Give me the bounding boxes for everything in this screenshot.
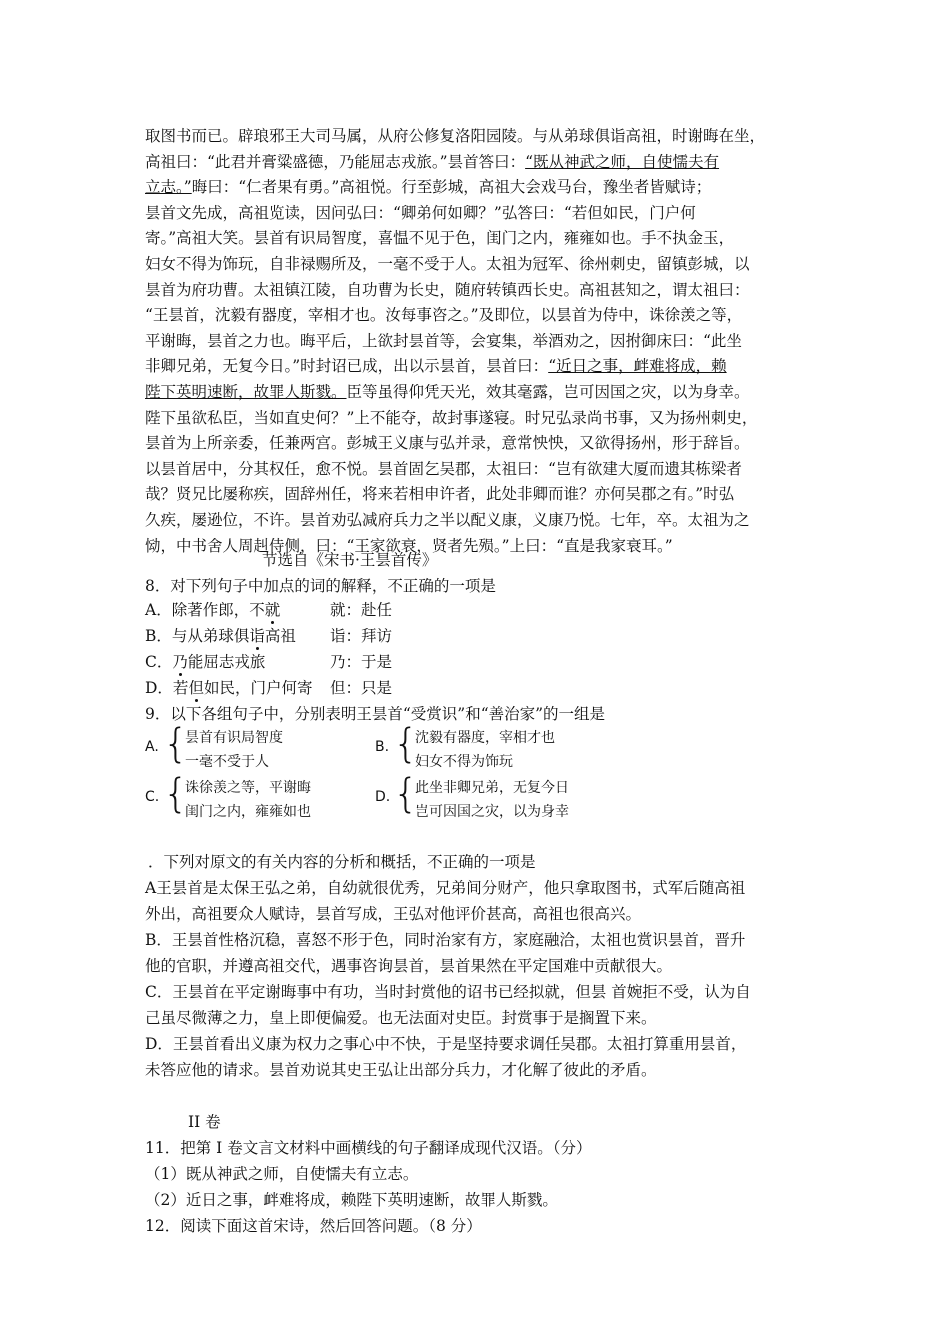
q9-option-a (145, 721, 365, 771)
question-11-stem: 11．把第 I 卷文言文材料中画横线的句子翻译成现代汉语。（分） (145, 1139, 592, 1157)
passage-line (145, 508, 813, 534)
q8-option-a: A．除著作郎，不就 (145, 601, 281, 619)
passage-line (145, 354, 813, 380)
passage-text: 臣等虽得仰凭天光，效其毫露，岂可因国之灾，以为身幸。 (346, 382, 750, 401)
passage-line (145, 252, 813, 278)
passage-text: 陛下虽欲私臣，当如直史何？”上不能夺，故封事遂寝。时兄弘录尚书事，又为扬州刺史， (145, 408, 758, 427)
passage-text: 哉？贤兄比屡称疾，固辞州任，将来若相申许者，此处非卿而谁？亦何吴郡之有。”时弘 (145, 485, 735, 504)
question-11-item-2: （2）近日之事，衅难将成，赖陛下英明速断，故罪人斯戮。 (145, 1191, 558, 1209)
passage-line (145, 431, 813, 457)
q10-option-d-line-1: D．王昙首看出义康为权力之事心中不快，于是坚持要求调任吴郡。太祖打算重用昙首， (145, 1035, 747, 1053)
part-2-title: II 卷 (188, 1113, 221, 1131)
passage-source: 节选自《宋书·王昙首传》 (262, 551, 438, 569)
question-10-stem: ．下列对原文的有关内容的分析和概括，不正确的一项是 (148, 853, 536, 871)
underlined-sentence: 陛下英明速断，故罪人斯戮。 (145, 382, 347, 401)
q8-option-b: B．与从弟球俱诣高祖 (145, 627, 296, 645)
q10-option-c-line-1: C．王昙首在平定谢晦事中有功，当时封赏他的诏书已经拟就，但昙 首婉拒不受，认为自 (145, 983, 751, 1001)
emphasis-dot: 就 (264, 601, 281, 619)
option-line-1: 昙首有识局智度 (185, 730, 283, 746)
emphasis-dot: 但 (188, 679, 204, 697)
q10-option-a-line-1: A王昙首是太保王弘之弟，自幼就很优秀，兄弟间分财产，他只拿取图书，式军后随高祖 (145, 879, 746, 897)
q8-option-b-explanation: 诣：拜访 (330, 627, 393, 645)
passage-line (145, 380, 813, 406)
passage-line (145, 457, 813, 483)
passage-line (145, 482, 813, 508)
passage-text: 平谢晦，昙首之力也。晦平后，上欲封昙首等，会宴集，举酒劝之，因拊御床曰：“此坐 (145, 331, 742, 350)
q10-option-b-line-1: B．王昙首性格沉稳，喜怒不形于色，同时治家有方，家庭融洽，太祖也赏识昙首，晋升 (145, 931, 746, 949)
q9-option-c (145, 771, 365, 821)
option-line-2: 一毫不受于人 (185, 754, 269, 770)
question-8-stem: 8．对下列句子中加点的词的解释，不正确的一项是 (145, 577, 496, 595)
q10-option-a-line-2: 外出，高祖要众人赋诗，昙首写成，王弘对他评价甚高，高祖也很高兴。 (145, 905, 642, 923)
passage-line (145, 175, 813, 201)
option-letter: A. (145, 739, 159, 755)
passage-text: 恸，中书舍人周赳侍侧，曰：“王家欲衰，贤者先殒。”上曰：“直是我家衰耳。” (145, 536, 673, 555)
question-11-item-1: （1）既从神武之师，自使懦夫有立志。 (145, 1165, 419, 1183)
passage-line (145, 329, 813, 355)
q8-option-d: D．若但如民，门户何寄 (145, 679, 313, 697)
passage-line (145, 278, 813, 304)
underlined-sentence: 立志。” (145, 178, 192, 197)
q9-option-d (375, 771, 615, 821)
question-12-stem: 12．阅读下面这首宋诗，然后回答问题。（8 分） (145, 1217, 482, 1235)
q8-option-a-explanation: 就：赴任 (330, 601, 393, 619)
q8-option-d-explanation: 但：只是 (330, 679, 393, 697)
q10-option-c-line-2: 己虽尽微薄之力，皇上即便偏爱。也无法面对史臣。封赏事于是搁置下来。 (145, 1009, 657, 1027)
q10-option-d-line-2: 未答应他的请求。昙首劝说其史王弘让出部分兵力，才化解了彼此的矛盾。 (145, 1061, 657, 1079)
passage-line (145, 303, 813, 329)
passage-text: “王昙首，沈毅有器度，宰相才也。汝每事咨之。”及即位，以昙首为侍中，诛徐羡之等， (145, 306, 743, 325)
passage-line (145, 534, 813, 560)
question-9-stem: 9．以下各组句子中，分别表明王昙首“受赏识”和“善治家”的一组是 (145, 705, 606, 723)
passage-line (145, 226, 813, 252)
passage-text: 晦曰：“仁者果有勇。”高祖悦。行至彭城，高祖大会戏马台，豫坐者皆赋诗； (191, 178, 712, 197)
option-line-1: 此坐非卿兄弟，无复今日 (415, 780, 569, 796)
brace-icon: { (163, 721, 189, 767)
brace-icon: { (393, 721, 419, 767)
option-line-1: 诛徐羡之等，平谢晦 (185, 780, 311, 796)
passage-text: 久疾，屡逊位，不许。昙首劝弘减府兵力之半以配义康，义康乃悦。七年，卒。太祖为之 (145, 510, 750, 529)
passage-line (145, 201, 813, 227)
q8-option-c-explanation: 乃：于是 (330, 653, 393, 671)
option-line-2: 闺门之内，雍雍如也 (185, 804, 311, 820)
option-line-2: 岂可因国之灾，以为身幸 (415, 804, 569, 820)
passage-text: 高祖曰：“此君并膏粱盛德，乃能屈志戎旅。”昙首答曰： (145, 152, 526, 171)
underlined-sentence: “近日之事，衅难将成，赖 (548, 357, 727, 376)
emphasis-dot: 诣 (249, 627, 265, 645)
q9-option-b (375, 721, 615, 771)
passage-text: 非卿兄弟，无复今日。”时封诏已成，出以示昙首，昙首曰： (145, 357, 549, 376)
option-letter: B. (375, 739, 390, 755)
passage-text: 昙首为上所亲委，任兼两宫。彭城王义康与弘并录，意常怏怏，又欲得扬州，形于辞旨。 (145, 434, 750, 453)
passage-text: 昙首为府功曹。太祖镇江陵，自功曹为长史，随府转镇西长史。高祖甚知之，谓太祖曰： (145, 280, 750, 299)
option-letter: C. (145, 789, 160, 805)
passage-line (145, 406, 813, 432)
passage-text: 取图书而已。辟琅邪王大司马属，从府公修复洛阳园陵。与从弟球俱诣高祖，时谢晦在坐， (145, 127, 766, 145)
passage-line (145, 124, 813, 150)
option-letter: D. (375, 789, 391, 805)
q8-option-c: C．乃能屈志戎旅 (145, 653, 266, 671)
passage (145, 124, 813, 559)
passage-line (145, 150, 813, 176)
passage-text: 昙首文先成，高祖览读，因问弘曰：“卿弟何如卿？”弘答曰：“若但如民，门户何 (145, 203, 696, 222)
passage-text: 以昙首居中，分其权任，愈不悦。昙首固乞吴郡，太祖曰：“岂有欲建大厦而遗其栋梁者 (145, 459, 742, 478)
option-line-2: 妇女不得为饰玩 (415, 754, 513, 770)
brace-icon: { (163, 771, 189, 817)
option-line-1: 沈毅有器度，宰相才也 (415, 730, 555, 746)
emphasis-dot: 乃 (172, 653, 188, 671)
passage-text: 寄。”高祖大笑。昙首有识局智度，喜愠不见于色，闺门之内，雍雍如也。手不执金玉， (145, 229, 735, 248)
brace-icon: { (393, 771, 419, 817)
q10-option-b-line-2: 他的官职，并遵高祖交代，遇事咨询昙首，昙首果然在平定国难中贡献很大。 (145, 957, 673, 975)
underlined-sentence: “既从神武之师，自使懦夫有 (525, 152, 720, 171)
passage-text: 妇女不得为饰玩，自非禄赐所及，一毫不受于人。太祖为冠军、徐州刺史，留镇彭城，以 (145, 254, 750, 273)
